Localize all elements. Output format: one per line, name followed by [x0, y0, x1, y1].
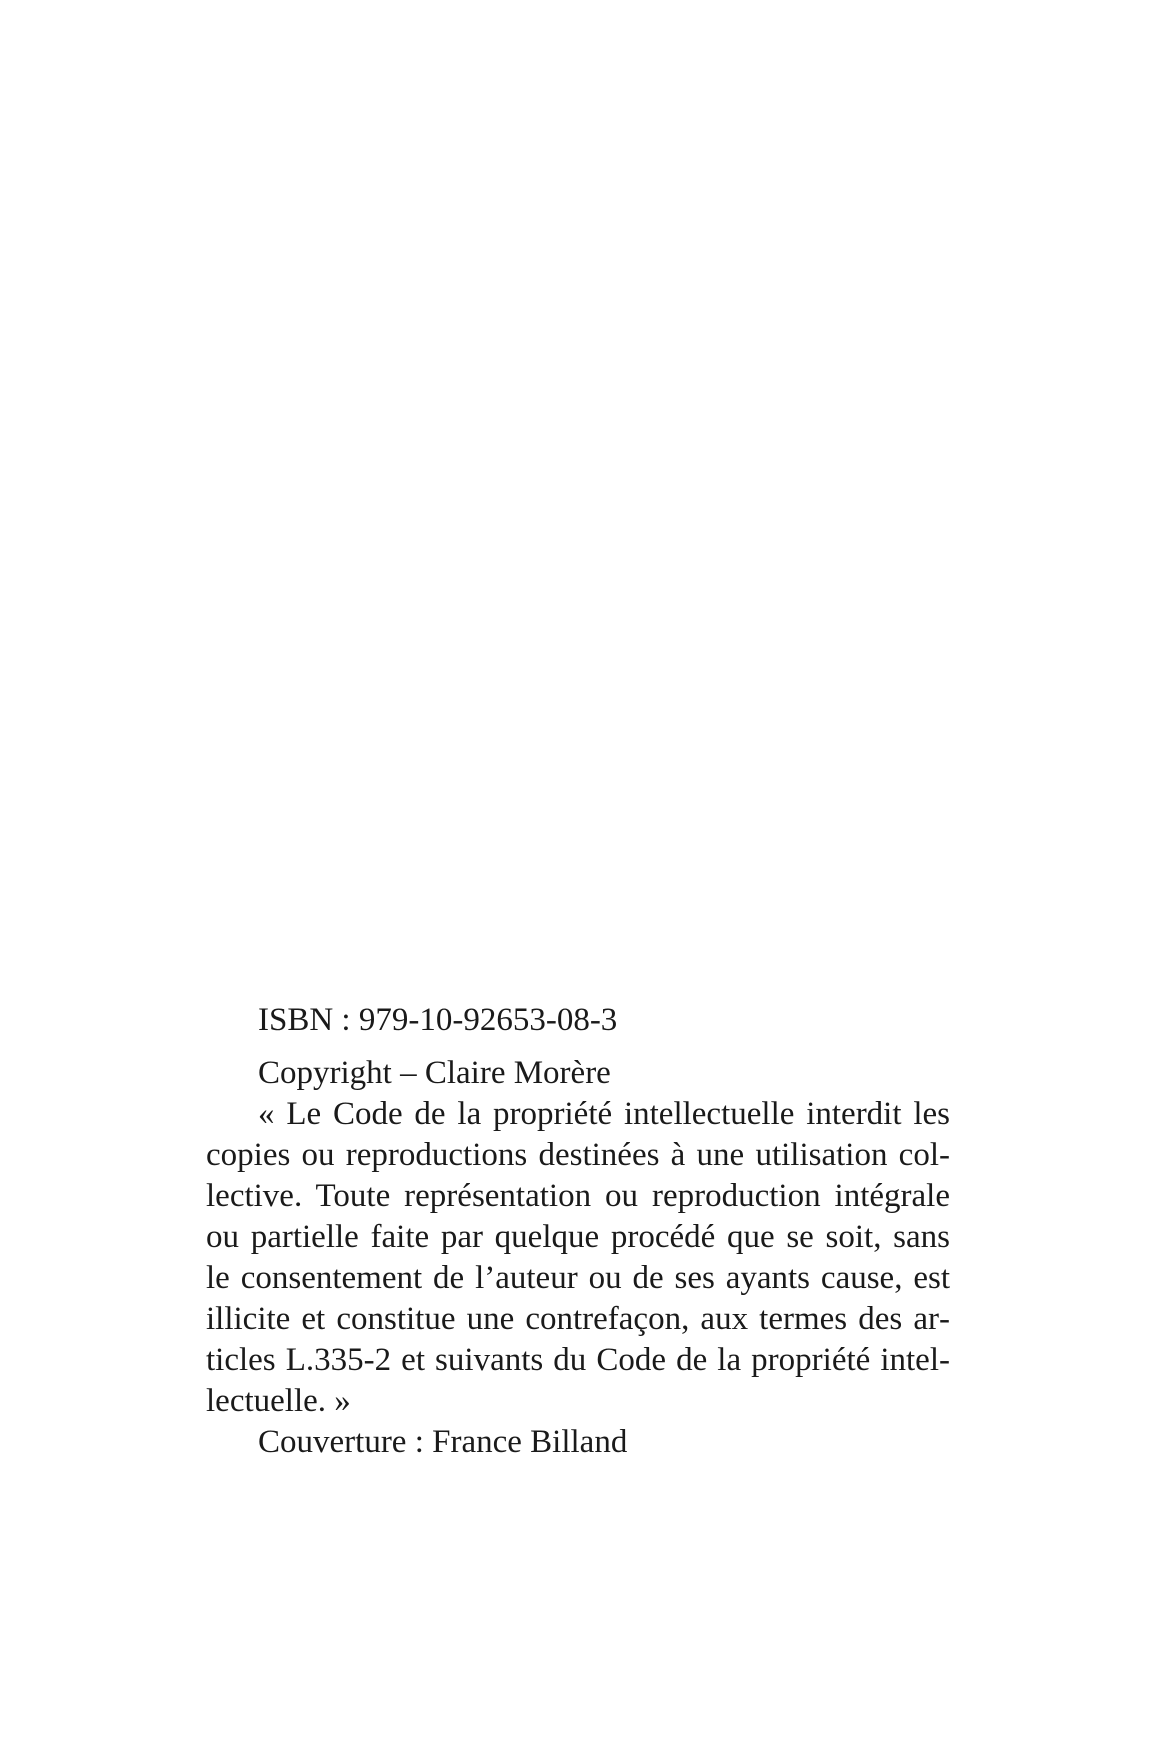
colophon-block: [206, 1000, 950, 1463]
isbn-line: ISBN : 979-10-92653-08-3: [258, 1002, 618, 1038]
copyright-line: Copyright – Claire Morère: [258, 1055, 611, 1091]
cover-credit: Couverture : France Billand: [258, 1424, 628, 1460]
legal-notice: « Le Code de la propriété intellectuelle interdit les copies ou reproductions destinées à une utilisation collective. Toute représentation ou reproduction intégrale ou partielle faite par quelque procédé que se soit, sans le consentement de l’auteur ou de ses ayants cause, est illicite et constitue une contrefaçon, aux termes des articles L.335-2 et suivants du Code de la propriété intellectuelle. »: [206, 1096, 950, 1419]
